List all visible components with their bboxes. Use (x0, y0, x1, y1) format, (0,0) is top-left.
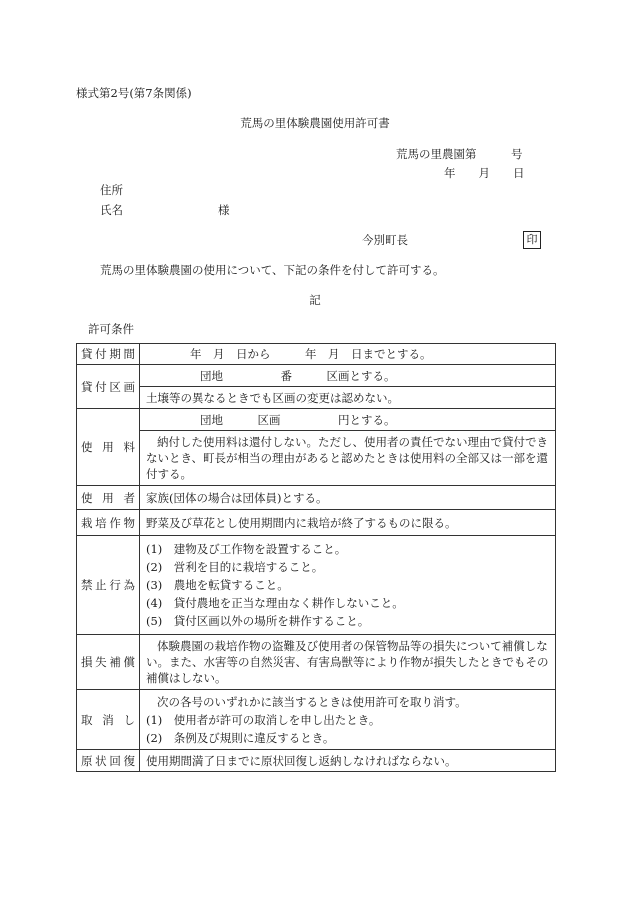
value-period: 年 月 日から 年 月 日までとする。 (140, 344, 556, 365)
row-fee-2 (77, 431, 556, 486)
label-compensation: 損失補償 (77, 635, 140, 690)
label-restoration: 原状回復 (77, 750, 140, 772)
row-zone-2 (77, 387, 556, 409)
label-period: 貸付期間 (77, 344, 140, 365)
intro-statement: 荒馬の里体験農園の使用について、下記の条件を付して許可する。 (100, 263, 445, 277)
row-crops (77, 510, 556, 536)
row-zone (77, 365, 556, 387)
prohibited-item: (5) 貸付区画以外の場所を耕作すること。 (146, 614, 370, 628)
value-crops: 野菜及び草花とし使用期間内に栽培が終了するものに限る。 (140, 510, 556, 536)
label-crops: 栽培作物 (77, 510, 140, 536)
issuer-title: 今別町長 (362, 233, 408, 247)
label-fee: 使用料 (77, 409, 140, 486)
prohibited-item: (2) 営利を目的に栽培すること。 (146, 560, 324, 574)
form-number: 様式第2号(第7条関係) (76, 86, 192, 100)
row-restoration (77, 750, 556, 772)
conditions-table (76, 343, 556, 772)
value-revocation (140, 690, 556, 750)
honorific: 様 (218, 203, 230, 217)
prohibited-item: (4) 貸付農地を正当な理由なく耕作しないこと。 (146, 596, 404, 610)
row-user (77, 486, 556, 510)
seal-mark: 印 (523, 231, 541, 249)
permit-number: 荒馬の里農園第 号 (396, 147, 523, 161)
value-zone-1: 団地 番 区画とする。 (140, 365, 556, 387)
value-zone-2: 土壌等の異なるときでも区画の変更は認めない。 (140, 387, 556, 409)
row-period (77, 344, 556, 365)
ki-heading: 記 (309, 293, 321, 307)
prohibited-item: (1) 建物及び工作物を設置すること。 (146, 542, 347, 556)
address-label: 住所 (100, 183, 123, 197)
revocation-item: (1) 使用者が許可の取消しを申し出たとき。 (146, 712, 381, 727)
label-user: 使用者 (77, 486, 140, 510)
revocation-item: (2) 条例及び規則に違反するとき。 (146, 730, 335, 745)
label-zone: 貸付区画 (77, 365, 140, 409)
label-revocation: 取消し (77, 690, 140, 750)
row-revocation (77, 690, 556, 750)
prohibited-item: (3) 農地を転貸すること。 (146, 578, 289, 592)
row-prohibited (77, 536, 556, 635)
issue-date: 年 月 日 (444, 166, 525, 180)
name-label: 氏名 (100, 203, 123, 217)
conditions-title: 許可条件 (88, 322, 134, 336)
value-fee-2: 納付した使用料は還付しない。ただし、使用者の責任でない理由で貸付できないとき、町長が相当の理由があると認めたときは使用料の全部又は一部を還付する。 (140, 431, 556, 486)
value-fee-1: 団地 区画 円とする。 (140, 409, 556, 431)
revocation-intro: 次の各号のいずれかに該当するときは使用許可を取り消す。 (157, 694, 467, 709)
value-compensation: 体験農園の栽培作物の盗難及び使用者の保管物品等の損失について補償しない。また、水害等の自然災害、有害鳥獣等により作物が損失したときでもその補償はしない。 (140, 635, 556, 690)
document-title: 荒馬の里体験農園使用許可書 (240, 116, 390, 130)
value-user: 家族(団体の場合は団体員)とする。 (140, 486, 556, 510)
row-fee (77, 409, 556, 431)
value-restoration: 使用期間満了日までに原状回復し返納しなければならない。 (140, 750, 556, 772)
row-compensation (77, 635, 556, 690)
value-prohibited (140, 536, 556, 635)
label-prohibited: 禁止行為 (77, 536, 140, 635)
